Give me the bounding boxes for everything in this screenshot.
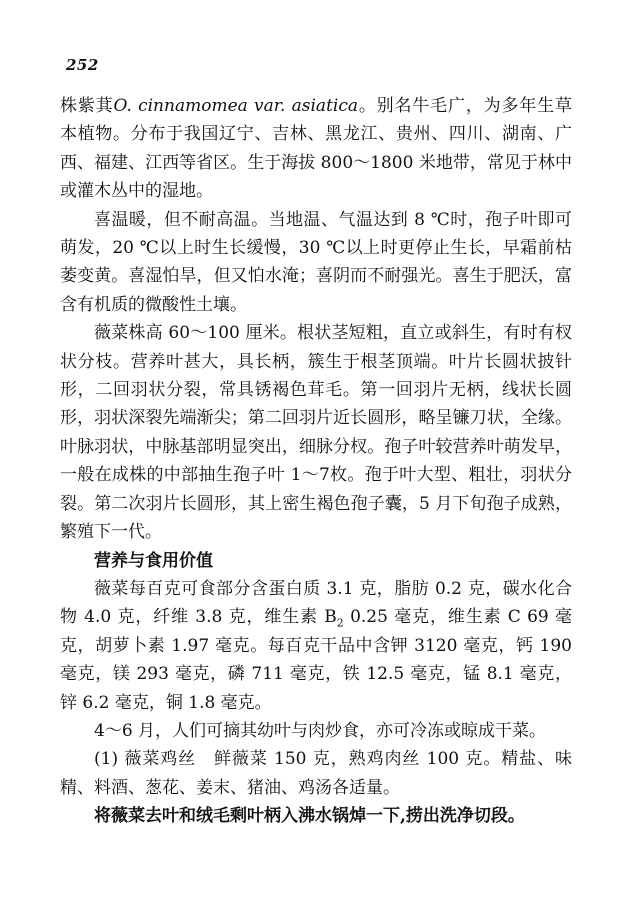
species-description: 。别名牛毛广，为多年生草本植物。分布于我国辽宁、吉林、黑龙江、贵州、四川、湖南、广西、福建、江西等省区。生于海拔 800～1800 米地带，常见于林中或灌木丛中的湿地。 <box>60 96 573 202</box>
nutrition-text-part2: 0.25 毫克，维生素 C 69 毫克，胡萝卜素 1.97 毫克。每百克干品中含钾 3120 毫克，钙 190 毫克，镁 293 毫克，磷 711 毫克，铁 12.5 毫克，锰 8.1 毫克，锌 6.2 毫克，铜 1.8 毫克。 <box>60 607 572 713</box>
species-name-latin: O. cinnamomea var. asiatica <box>113 96 358 116</box>
vitamin-b-subscript: 2 <box>336 616 344 630</box>
section-heading-nutrition: 营养与食用价值 <box>94 550 213 571</box>
paragraph-recipe-steps: 将薇菜去叶和绒毛剩叶柄入沸水锅焯一下,捞出洗净切段。 <box>94 806 525 827</box>
body-text <box>60 92 572 831</box>
page-number: 252 <box>66 56 99 74</box>
paragraph-recipe-ingredients: (1) 薇菜鸡丝 鲜薇菜 150 克，熟鸡肉丝 100 克。精盐、味精、料酒、葱花、姜末、猪油、鸡汤各适量。 <box>60 749 572 798</box>
paragraph-morphology: 薇菜株高 60～100 厘米。根状茎短粗，直立或斜生，有时有杈状分枝。营养叶甚大，具长柄，簇生于根茎顶端。叶片长圆状披针形，二回羽状分裂，常具锈褐色茸毛。第一回羽片无柄，线状长圆形，羽状深裂先端渐尖；第二回羽片近长圆形，略呈镰刀状，全缘。叶脉羽状，中脉基部明显突出，细脉分杈。孢子叶较营养叶萌发早，一般在成株的中部抽生孢子叶 1～7枚。孢于叶大型、粗壮，羽状分裂。第二次羽片长圆形，其上密生褐色孢子囊，5 月下旬孢子成熟，繁殖下一代。 <box>60 323 572 543</box>
paragraph-harvest: 4～6 月，人们可摘其幼叶与肉炒食，亦可冷冻或晾成干菜。 <box>94 720 547 741</box>
paragraph-habitat: 喜温暖，但不耐高温。当地温、气温达到 8 ℃时，孢子叶即可萌发，20 ℃以上时生长缓慢，30 ℃以上时更停止生长，早霜前枯萎变黄。喜湿怕旱，但又怕水淹；喜阴而不耐强光。喜生于肥沃，富含有机质的微酸性土壤。 <box>60 209 572 315</box>
paragraph-species-description <box>60 92 572 206</box>
species-name-cn: 株紫萁 <box>60 96 114 116</box>
paragraph-nutrition <box>60 575 572 717</box>
nutrition-text-part1: 薇菜每百克可食部分含蛋白质 3.1 克，脂肪 0.2 克，碳水化合物 4.0 克，纤维 3.8 克，维生素 B <box>60 578 572 628</box>
